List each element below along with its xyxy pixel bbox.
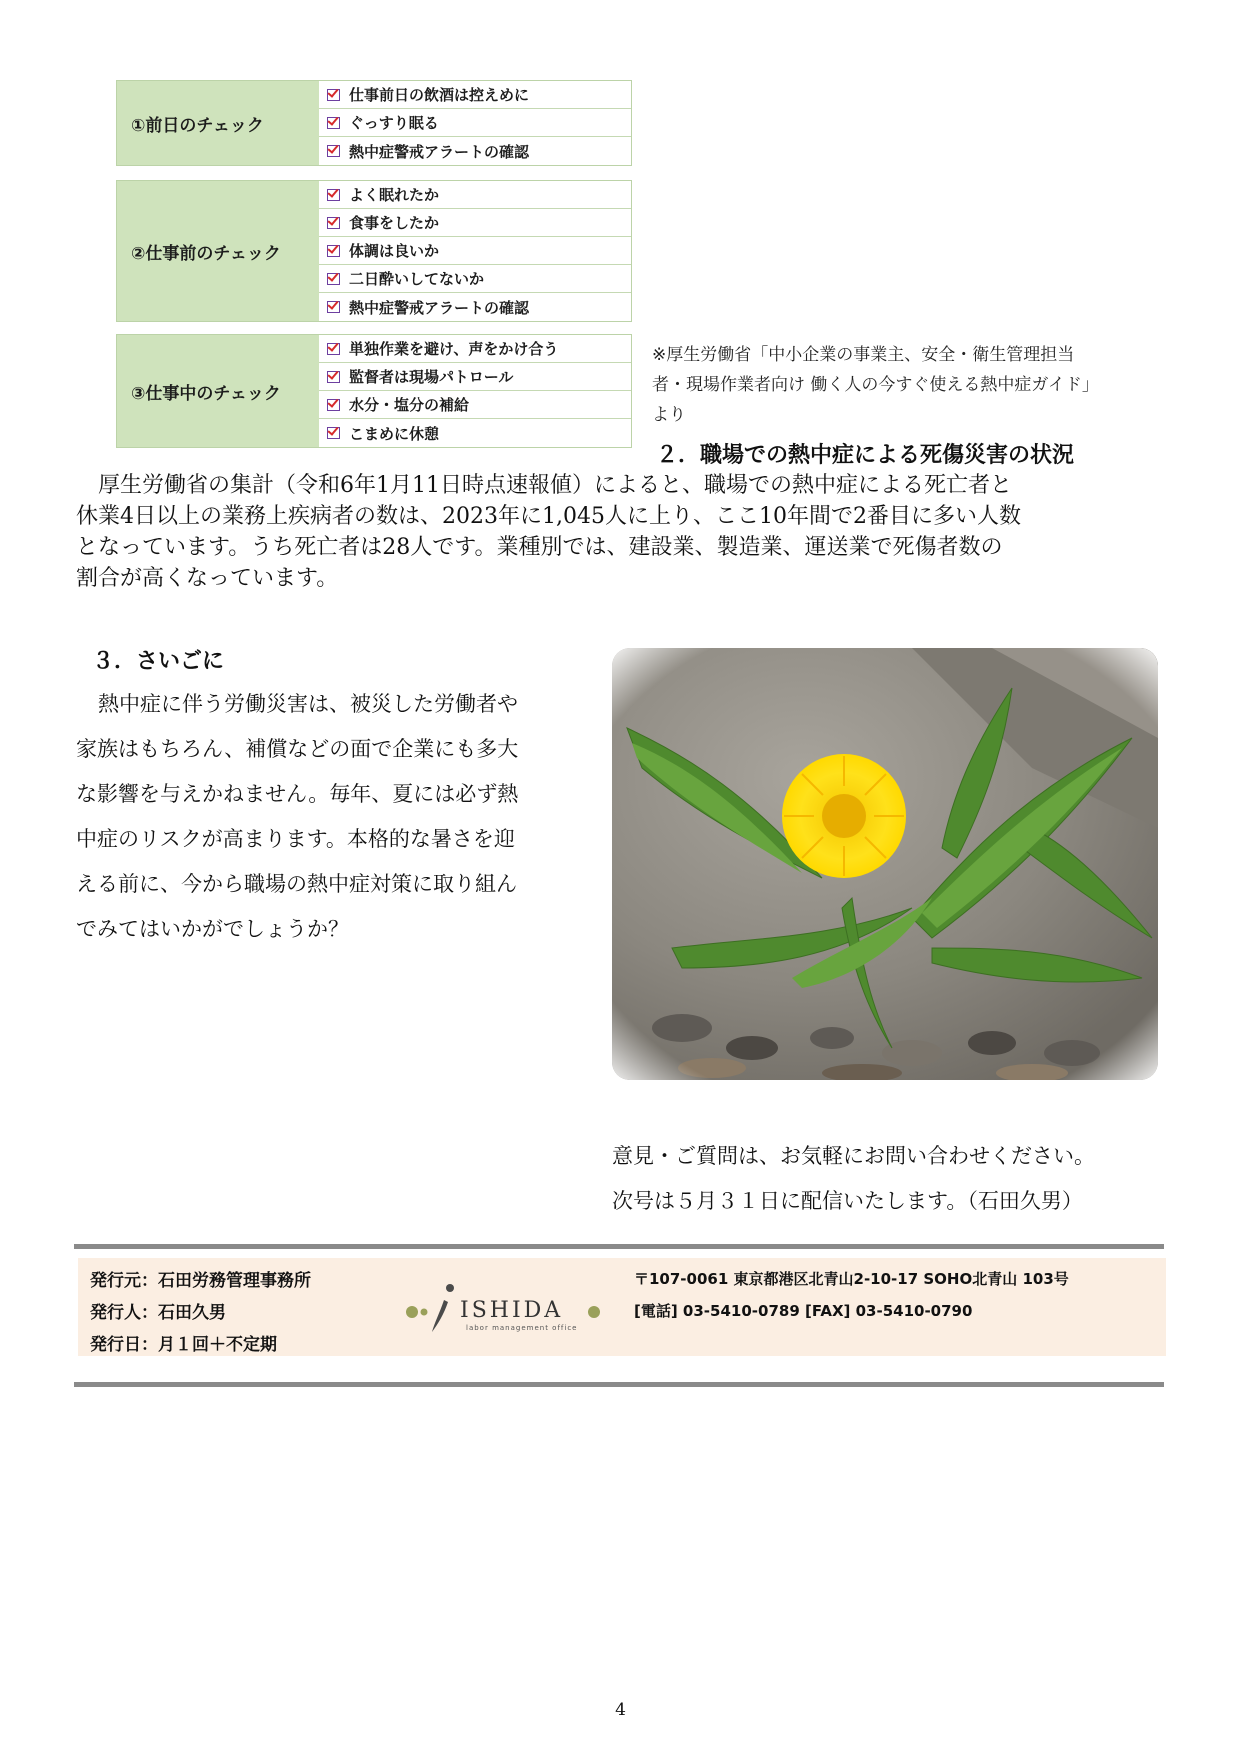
footer-publisher: 発行元：石田労務管理事務所	[90, 1271, 311, 1291]
checklist-item: 水分・塩分の補給	[319, 391, 631, 419]
section-2-body: 厚生労働省の集計（令和6年1月11日時点速報値）によると、職場での熱中症による死亡者と 休業4日以上の業務上疾病者の数は、2023年に1,045人に上り、ここ10年間で2番目に多い人数 となっています。うち死亡者は28人です。業種別では、建設業、製造業、運送業で死傷者数の 割合が高くなっています。	[76, 473, 1021, 591]
checklist-item: 熱中症警戒アラートの確認	[319, 137, 631, 165]
checkbox-checked-icon	[327, 343, 340, 355]
section-3-body: 熱中症に伴う労働災害は、被災した労働者や 家族はもちろん、補償などの面で企業にも多大 な影響を与えかねません。毎年、夏には必ず熱 中症のリスクが高まります。本格的な暑さを迎 える前に、今から職場の熱中症対策に取り組ん でみてはいかがでしょうか？	[76, 692, 519, 941]
checklist-category: ③仕事中のチェック	[117, 335, 319, 447]
checklist-item: ぐっすり眠る	[319, 109, 631, 137]
checklist-item: よく眠れたか	[319, 181, 631, 209]
checklist-item: 熱中症警戒アラートの確認	[319, 293, 631, 321]
dandelion-image	[612, 648, 1158, 1080]
checklist-item: 食事をしたか	[319, 209, 631, 237]
checkbox-checked-icon	[327, 273, 340, 285]
checklist-item: 二日酔いしてないか	[319, 265, 631, 293]
section-2-heading: ２．職場での熱中症による死傷災害の状況	[656, 443, 1075, 468]
checklist-category: ①前日のチェック	[117, 81, 319, 165]
footer-top-rule	[74, 1244, 1164, 1249]
footer-issue: 発行日：月１回＋不定期	[90, 1335, 277, 1355]
checklist-item: 監督者は現場パトロール	[319, 363, 631, 391]
footer	[78, 1258, 1166, 1356]
source-note: ※厚生労働省「中小企業の事業主、安全・衛生管理担当 者・現場作業者向け 働く人の今すぐ使える熱中症ガイド」 より	[652, 345, 1099, 425]
checkbox-checked-icon	[327, 145, 340, 157]
checklist-group-1	[116, 80, 632, 166]
page-number: 4	[615, 1700, 626, 1720]
checklist-item: こまめに休憩	[319, 419, 631, 447]
checkbox-checked-icon	[327, 427, 340, 439]
footer-editor: 発行人：石田久男	[90, 1303, 226, 1323]
checkbox-checked-icon	[327, 399, 340, 411]
checklist-group-3	[116, 334, 632, 448]
dandelion-photo	[612, 648, 1158, 1080]
footer-bottom-rule	[74, 1382, 1164, 1387]
logo-subtext: labor management office	[466, 1324, 578, 1332]
footer-contact: [電話] 03-5410-0789 [FAX] 03-5410-0790	[634, 1302, 973, 1320]
checkbox-checked-icon	[327, 189, 340, 201]
checkbox-checked-icon	[327, 89, 340, 101]
checkbox-checked-icon	[327, 245, 340, 257]
closing-message: 意見・ご質問は、お気軽にお問い合わせください。 次号は５月３１日に配信いたします。（石田久男）	[612, 1144, 1095, 1213]
checklist-category: ②仕事前のチェック	[117, 181, 319, 321]
checklist-item: 体調は良いか	[319, 237, 631, 265]
checkbox-checked-icon	[327, 117, 340, 129]
checklist-group-2	[116, 180, 632, 322]
checklist-item: 仕事前日の飲酒は控えめに	[319, 81, 631, 109]
footer-address: 〒107-0061 東京都港区北青山2-10-17 SOHO北青山 103号	[634, 1270, 1069, 1288]
section-3-heading: ３．さいごに	[92, 649, 225, 674]
checkbox-checked-icon	[327, 301, 340, 313]
ishida-logo	[404, 1272, 604, 1342]
logo-text: ISHIDA	[460, 1298, 564, 1323]
checklist-item: 単独作業を避け、声をかけ合う	[319, 335, 631, 363]
checkbox-checked-icon	[327, 371, 340, 383]
checkbox-checked-icon	[327, 217, 340, 229]
